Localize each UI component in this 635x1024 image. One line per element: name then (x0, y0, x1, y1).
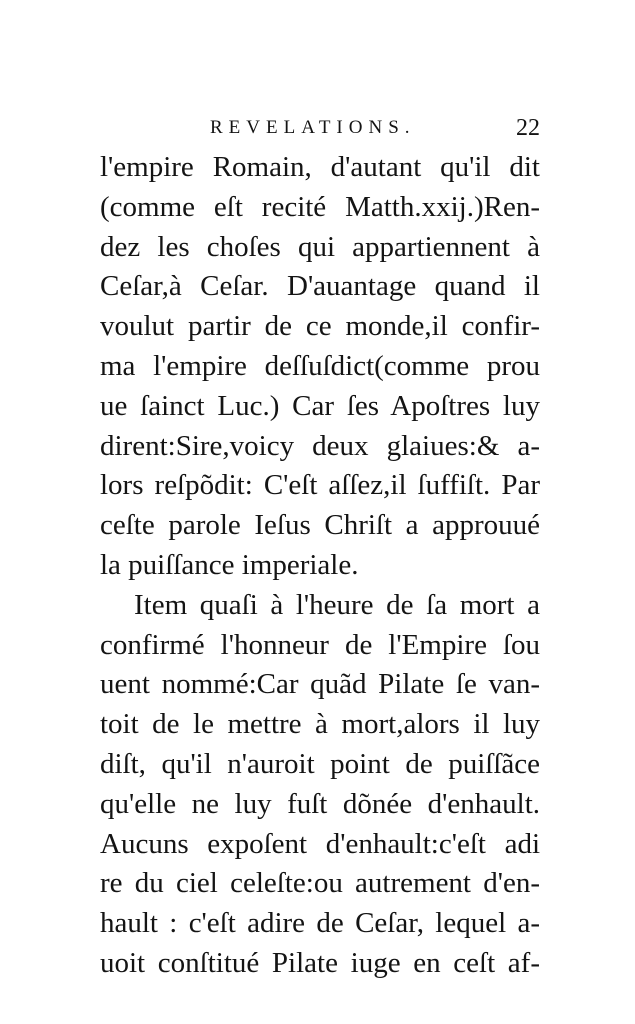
text-line: ma l'empire deſſuſdict(comme prou (100, 349, 540, 382)
text-line: confirmé l'honneur de l'Empire ſou (100, 628, 540, 661)
text-line: l'empire Romain, d'autant qu'il dit (100, 151, 540, 183)
text-line: qu'elle ne luy fuſt dõnée d'enhault. (100, 787, 540, 820)
page-header (100, 115, 540, 145)
text-line: lors reſpõdit: C'eſt aſſez,il ſuffiſt. Par (100, 469, 540, 502)
body-text (100, 148, 540, 984)
text-line: (comme eſt recité Matth.xxij.)Ren- (100, 190, 540, 223)
text-line: dez les choſes qui appartiennent à (100, 230, 540, 263)
text-line: re du ciel celeſte:ou autrement d'en- (100, 867, 540, 900)
paragraph-start-line: Item quaſi à l'heure de ſa mort a (134, 588, 540, 621)
text-line: toit de le mettre à mort,alors il luy (100, 708, 540, 741)
page-number: 22 (516, 115, 540, 141)
text-line: uoit conſtitué Pilate iuge en ceſt af- (100, 946, 540, 979)
text-line: diſt, qu'il n'auroit point de puiſſãce (100, 747, 540, 780)
text-line: dirent:Sire,voicy deux glaiues:& a- (100, 429, 540, 462)
running-title: REVELATIONS. (210, 117, 416, 138)
text-line: ue ſainct Luc.) Car ſes Apoſtres luy (100, 389, 540, 422)
text-line: la puiſſance imperiale. (100, 548, 359, 581)
text-line: ceſte parole Ieſus Chriſt a approuué (100, 509, 540, 542)
text-line: uent nommé:Car quãd Pilate ſe van- (100, 668, 540, 701)
text-line: voulut partir de ce monde,il confir- (100, 310, 540, 343)
text-line: Aucuns expoſent d'enhault:c'eſt adi (100, 827, 540, 860)
text-line: hault : c'eſt adire de Ceſar, lequel a- (100, 907, 540, 940)
text-line: Ceſar,à Ceſar. D'auantage quand il (100, 270, 540, 303)
